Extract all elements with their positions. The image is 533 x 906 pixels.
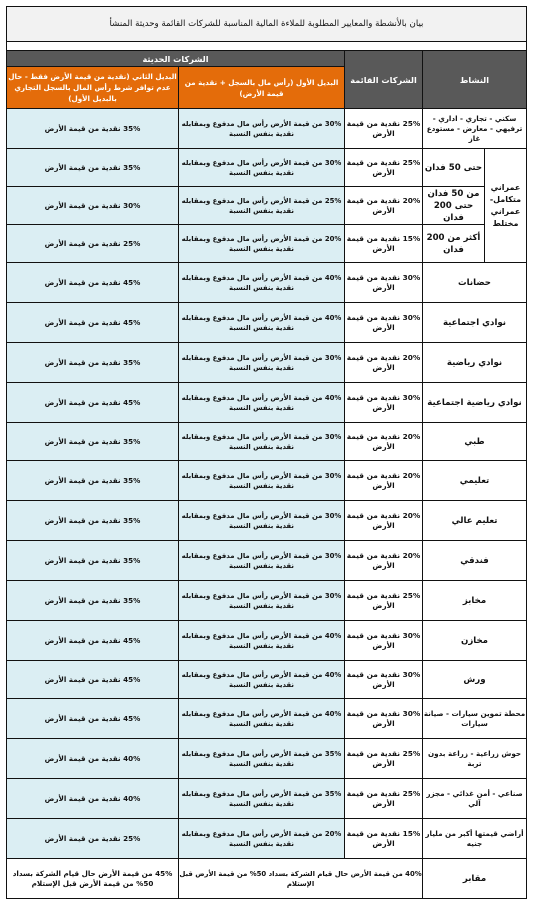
- table-row: [7, 149, 527, 187]
- header-existing: الشركات القائمة: [345, 51, 423, 109]
- alternative-1-cell: 20% من قيمة الأرض رأس مال مدفوع وبمقابله نقدية بنفس النسبة: [179, 819, 345, 859]
- existing-and-alternative-1-cell: 40% من قيمة الأرض حال قيام الشركة بسداد 50% من قيمة الأرض قبل الإستلام: [179, 859, 423, 899]
- activity-cell: تعليم عالي: [423, 501, 527, 541]
- alternative-1-cell: 30% من قيمة الأرض رأس مال مدفوع وبمقابله نقدية بنفس النسبة: [179, 461, 345, 501]
- table-row: [7, 621, 527, 661]
- header-row-1: [7, 51, 527, 67]
- table-row: [7, 303, 527, 343]
- existing-companies-cell: 25% نقدية من قيمة الأرض: [345, 779, 423, 819]
- activity-cell: حوش زراعية - زراعة بدون تربة: [423, 739, 527, 779]
- existing-companies-cell: 30% نقدية من قيمة الأرض: [345, 263, 423, 303]
- alternative-1-cell: 30% من قيمة الأرض رأس مال مدفوع وبمقابله نقدية بنفس النسبة: [179, 581, 345, 621]
- alternative-1-cell: 40% من قيمة الأرض رأس مال مدفوع وبمقابله نقدية بنفس النسبة: [179, 661, 345, 699]
- alternative-1-cell: 40% من قيمة الأرض رأس مال مدفوع وبمقابله نقدية بنفس النسبة: [179, 303, 345, 343]
- alternative-1-cell: 30% من قيمة الأرض رأس مال مدفوع وبمقابله نقدية بنفس النسبة: [179, 541, 345, 581]
- alternative-2-cell: 35% نقدية من قيمة الأرض: [7, 109, 179, 149]
- table-row: [7, 541, 527, 581]
- alternative-1-cell: 35% من قيمة الأرض رأس مال مدفوع وبمقابله نقدية بنفس النسبة: [179, 779, 345, 819]
- table-row: [7, 779, 527, 819]
- alternative-2-cell: 35% نقدية من قيمة الأرض: [7, 501, 179, 541]
- alternative-1-cell: 40% من قيمة الأرض رأس مال مدفوع وبمقابله نقدية بنفس النسبة: [179, 621, 345, 661]
- alternative-1-cell: 40% من قيمة الأرض رأس مال مدفوع وبمقابله نقدية بنفس النسبة: [179, 263, 345, 303]
- alternative-1-cell: 30% من قيمة الأرض رأس مال مدفوع وبمقابله نقدية بنفس النسبة: [179, 109, 345, 149]
- existing-companies-cell: 20% نقدية من قيمة الأرض: [345, 343, 423, 383]
- table-row-cemeteries: [7, 859, 527, 899]
- alternative-2-cell: 25% نقدية من قيمة الأرض: [7, 819, 179, 859]
- title-row: [7, 7, 527, 42]
- existing-companies-cell: 15% نقدية من قيمة الأرض: [345, 819, 423, 859]
- alternative-1-cell: 35% من قيمة الأرض رأس مال مدفوع وبمقابله نقدية بنفس النسبة: [179, 739, 345, 779]
- criteria-document: [6, 6, 526, 899]
- alternative-2-cell: 35% نقدية من قيمة الأرض: [7, 423, 179, 461]
- activity-cell: مخازن: [423, 621, 527, 661]
- table-row: [7, 661, 527, 699]
- existing-companies-cell: 30% نقدية من قيمة الأرض: [345, 383, 423, 423]
- alternative-1-cell: 20% من قيمة الأرض رأس مال مدفوع وبمقابله نقدية بنفس النسبة: [179, 225, 345, 263]
- alternative-1-cell: 30% من قيمة الأرض رأس مال مدفوع وبمقابله نقدية بنفس النسبة: [179, 343, 345, 383]
- alternative-1-cell: 25% من قيمة الأرض رأس مال مدفوع وبمقابله نقدية بنفس النسبة: [179, 187, 345, 225]
- activity-cell: نوادي اجتماعية: [423, 303, 527, 343]
- alternative-2-cell: 35% نقدية من قيمة الأرض: [7, 541, 179, 581]
- table-row: [7, 461, 527, 501]
- alternative-2-cell: 45% نقدية من قيمة الأرض: [7, 303, 179, 343]
- table-row: [7, 819, 527, 859]
- table-row: [7, 739, 527, 779]
- alternative-2-cell: 35% نقدية من قيمة الأرض: [7, 149, 179, 187]
- activity-cell: نوادي رياضية: [423, 343, 527, 383]
- alternative-1-cell: 30% من قيمة الأرض رأس مال مدفوع وبمقابله نقدية بنفس النسبة: [179, 149, 345, 187]
- existing-companies-cell: 25% نقدية من قيمة الأرض: [345, 109, 423, 149]
- criteria-table: [6, 6, 527, 899]
- activity-cell: ورش: [423, 661, 527, 699]
- existing-companies-cell: 20% نقدية من قيمة الأرض: [345, 501, 423, 541]
- activity-cell: سكني - تجاري - اداري - ترفيهي - معارض - مستودع غاز: [423, 109, 527, 149]
- alternative-2-cell: 45% نقدية من قيمة الأرض: [7, 699, 179, 739]
- alternative-2-cell: 25% نقدية من قيمة الأرض: [7, 225, 179, 263]
- existing-companies-cell: 30% نقدية من قيمة الأرض: [345, 661, 423, 699]
- alternative-2-cell: 40% نقدية من قيمة الأرض: [7, 739, 179, 779]
- activity-cell: محطة تموين سيارات - صيانة سيارات: [423, 699, 527, 739]
- activity-cell: صناعي - أمن غذائي - مجزر آلي: [423, 779, 527, 819]
- alternative-2-cell: 35% نقدية من قيمة الأرض: [7, 581, 179, 621]
- existing-companies-cell: 20% نقدية من قيمة الأرض: [345, 541, 423, 581]
- existing-companies-cell: 20% نقدية من قيمة الأرض: [345, 461, 423, 501]
- activity-cell: أكثر من 200 فدان: [423, 225, 485, 263]
- existing-companies-cell: 25% نقدية من قيمة الأرض: [345, 581, 423, 621]
- existing-companies-cell: 20% نقدية من قيمة الأرض: [345, 423, 423, 461]
- table-row: [7, 343, 527, 383]
- alternative-2-cell: 45% نقدية من قيمة الأرض: [7, 661, 179, 699]
- existing-companies-cell: 15% نقدية من قيمة الأرض: [345, 225, 423, 263]
- activity-cell: حضانات: [423, 263, 527, 303]
- existing-companies-cell: 30% نقدية من قيمة الأرض: [345, 621, 423, 661]
- activity-cell: حتى 50 فدان: [423, 149, 485, 187]
- header-alternative-1: البديل الأول (رأس مال بالسجل + نقدية من قيمة الأرض): [179, 67, 345, 109]
- alternative-1-cell: 40% من قيمة الأرض رأس مال مدفوع وبمقابله نقدية بنفس النسبة: [179, 699, 345, 739]
- activity-cell: مخابز: [423, 581, 527, 621]
- activity-cell: أراضي قيمتها أكبر من مليار جنيه: [423, 819, 527, 859]
- group-label-cell: عمراني متكامل- عمراني مختلط: [485, 149, 527, 263]
- alternative-2-cell: 45% من قيمة الأرض حال قيام الشركة بسداد 50% من قيمة الأرض قبل الإستلام: [7, 859, 179, 899]
- alternative-2-cell: 45% نقدية من قيمة الأرض: [7, 383, 179, 423]
- alternative-1-cell: 40% من قيمة الأرض رأس مال مدفوع وبمقابله نقدية بنفس النسبة: [179, 383, 345, 423]
- alternative-1-cell: 30% من قيمة الأرض رأس مال مدفوع وبمقابله نقدية بنفس النسبة: [179, 501, 345, 541]
- header-activity: النشاط: [423, 51, 527, 109]
- table-row: [7, 187, 527, 225]
- alternative-2-cell: 30% نقدية من قيمة الأرض: [7, 187, 179, 225]
- header-alternative-2: البديل الثاني (نقدية من قيمة الأرض فقط - حال عدم توافر شرط رأس المال بالسجل التجاري بالبديل الأول): [7, 67, 179, 109]
- existing-companies-cell: 30% نقدية من قيمة الأرض: [345, 303, 423, 343]
- document-title: بيان بالأنشطة والمعايير المطلوبة للملاءة المالية المناسبة للشركات القائمة وحديثة المنشأ: [7, 7, 527, 42]
- activity-cell: فندقي: [423, 541, 527, 581]
- table-row: [7, 109, 527, 149]
- table-row: [7, 581, 527, 621]
- alternative-1-cell: 30% من قيمة الأرض رأس مال مدفوع وبمقابله نقدية بنفس النسبة: [179, 423, 345, 461]
- activity-cell: تعليمي: [423, 461, 527, 501]
- table-row: [7, 225, 527, 263]
- table-row: [7, 383, 527, 423]
- activity-cell: نوادي رياضية اجتماعية: [423, 383, 527, 423]
- table-row: [7, 423, 527, 461]
- activity-cell: مقابر: [423, 859, 527, 899]
- alternative-2-cell: 45% نقدية من قيمة الأرض: [7, 263, 179, 303]
- table-row: [7, 501, 527, 541]
- activity-cell: طبي: [423, 423, 527, 461]
- alternative-2-cell: 45% نقدية من قيمة الأرض: [7, 621, 179, 661]
- table-row: [7, 699, 527, 739]
- table-row: [7, 263, 527, 303]
- alternative-2-cell: 35% نقدية من قيمة الأرض: [7, 461, 179, 501]
- alternative-2-cell: 40% نقدية من قيمة الأرض: [7, 779, 179, 819]
- header-new-companies: الشركات الحديثة: [7, 51, 345, 67]
- activity-cell: من 50 فدان حتى 200 فدان: [423, 187, 485, 225]
- existing-companies-cell: 20% نقدية من قيمة الأرض: [345, 187, 423, 225]
- alternative-2-cell: 35% نقدية من قيمة الأرض: [7, 343, 179, 383]
- existing-companies-cell: 25% نقدية من قيمة الأرض: [345, 149, 423, 187]
- spacer-row: [7, 42, 527, 51]
- spacer-cell: [7, 42, 527, 51]
- existing-companies-cell: 25% نقدية من قيمة الأرض: [345, 739, 423, 779]
- existing-companies-cell: 30% نقدية من قيمة الأرض: [345, 699, 423, 739]
